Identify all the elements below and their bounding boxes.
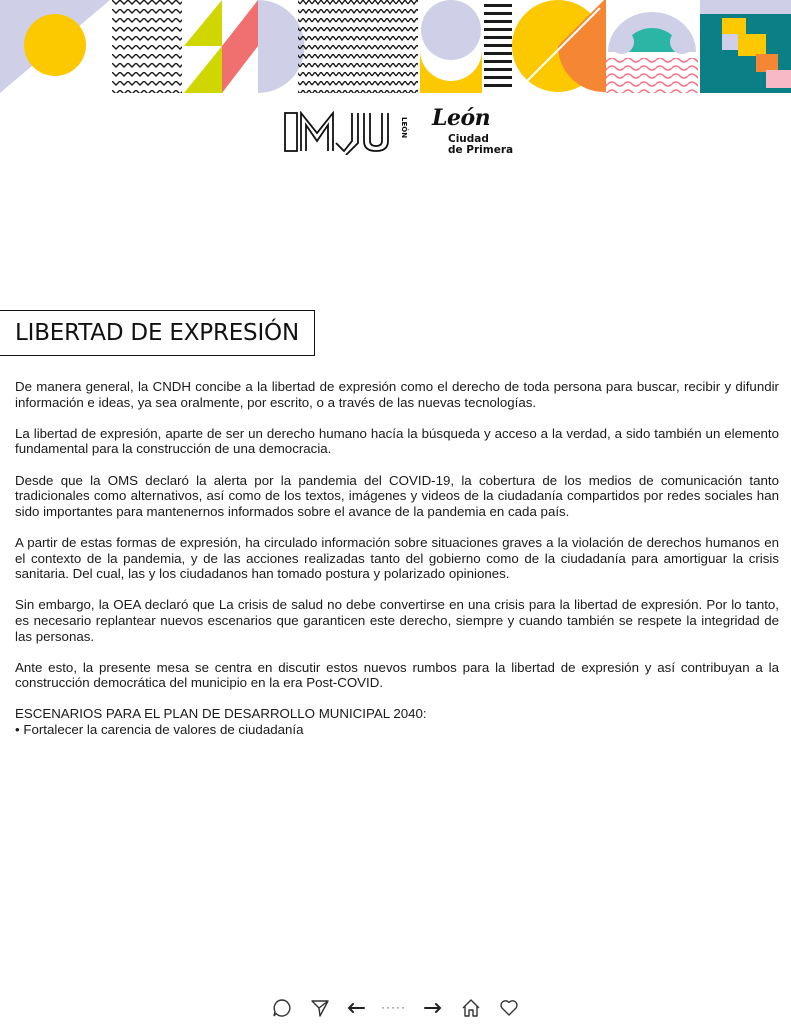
scenarios-heading: ESCENARIOS PARA EL PLAN DE DESARROLLO MUNICIPAL 2040: <box>15 706 427 722</box>
scenarios-item: • Fortalecer la carencia de valores de ciudadanía <box>15 722 304 738</box>
imju-logo <box>284 111 416 160</box>
page-dots: ····· <box>381 1000 406 1014</box>
body-text <box>15 379 779 738</box>
arrow-left-icon[interactable] <box>346 998 366 1018</box>
comment-icon[interactable] <box>272 998 292 1018</box>
leon-logo-script: León <box>432 105 491 131</box>
leon-logo-sub-line1: Ciudad <box>448 133 489 145</box>
decorative-banner <box>0 0 791 93</box>
leon-logo-sub-line2: de Primera <box>448 144 514 156</box>
imju-logo-sub: LEÓN <box>400 117 408 139</box>
paragraph: La libertad de expresión, aparte de ser un derecho humano hacía la búsqueda y acceso a la verdad, a sido también un elemento fundamental para la construcción de una democracia. <box>15 425 779 457</box>
paragraph: Ante esto, la presente mesa se centra en discutir estos nuevos rumbos para la libertad de expresión y así contribuyan a la construcción democrática del municipio en la era Post-COVID. <box>15 659 779 691</box>
page-title: LIBERTAD DE EXPRESIÓN <box>0 310 315 356</box>
leon-logo-subtitle <box>448 134 513 156</box>
send-icon[interactable] <box>310 998 330 1018</box>
heart-icon[interactable] <box>499 998 519 1018</box>
home-icon[interactable] <box>461 998 481 1018</box>
paragraph: De manera general, la CNDH concibe a la libertad de expresión como el derecho de toda persona para buscar, recibir y difundir información e ideas, ya sea oralmente, por escrito, o a través de las nuevas tecnologías. <box>15 379 779 410</box>
paragraph: Desde que la OMS declaró la alerta por la pandemia del COVID-19, la cobertura de los medios de comunicación tanto tradicionales como alternativos, así como de los textos, imágenes y videos de la ciudadanía compartidos por redes sociales han sido importantes para mantenernos informados sobre el avance de la pandemia en cada país. <box>15 472 779 519</box>
paragraph: Sin embargo, la OEA declaró que La crisis de salud no debe convertirse en una crisis para la libertad de expresión. Por lo tanto, es necesario replantear nuevos escenarios que garanticen este derecho, siempre y cuando también se respete la integridad de las personas. <box>15 597 779 644</box>
logo-bar <box>0 105 791 161</box>
arrow-right-icon[interactable] <box>423 998 443 1018</box>
paragraph: A partir de estas formas de expresión, ha circulado información sobre situaciones graves a la violación de derechos humanos en el contexto de la pandemia, y de las acciones realizadas tanto del gobierno como de la ciudadanía para amortiguar la crisis sanitaria. Del cual, las y los ciudadanos han tomado postura y polarizado opiniones. <box>15 534 779 582</box>
leon-logo <box>430 105 520 161</box>
footer-nav <box>270 998 525 1020</box>
